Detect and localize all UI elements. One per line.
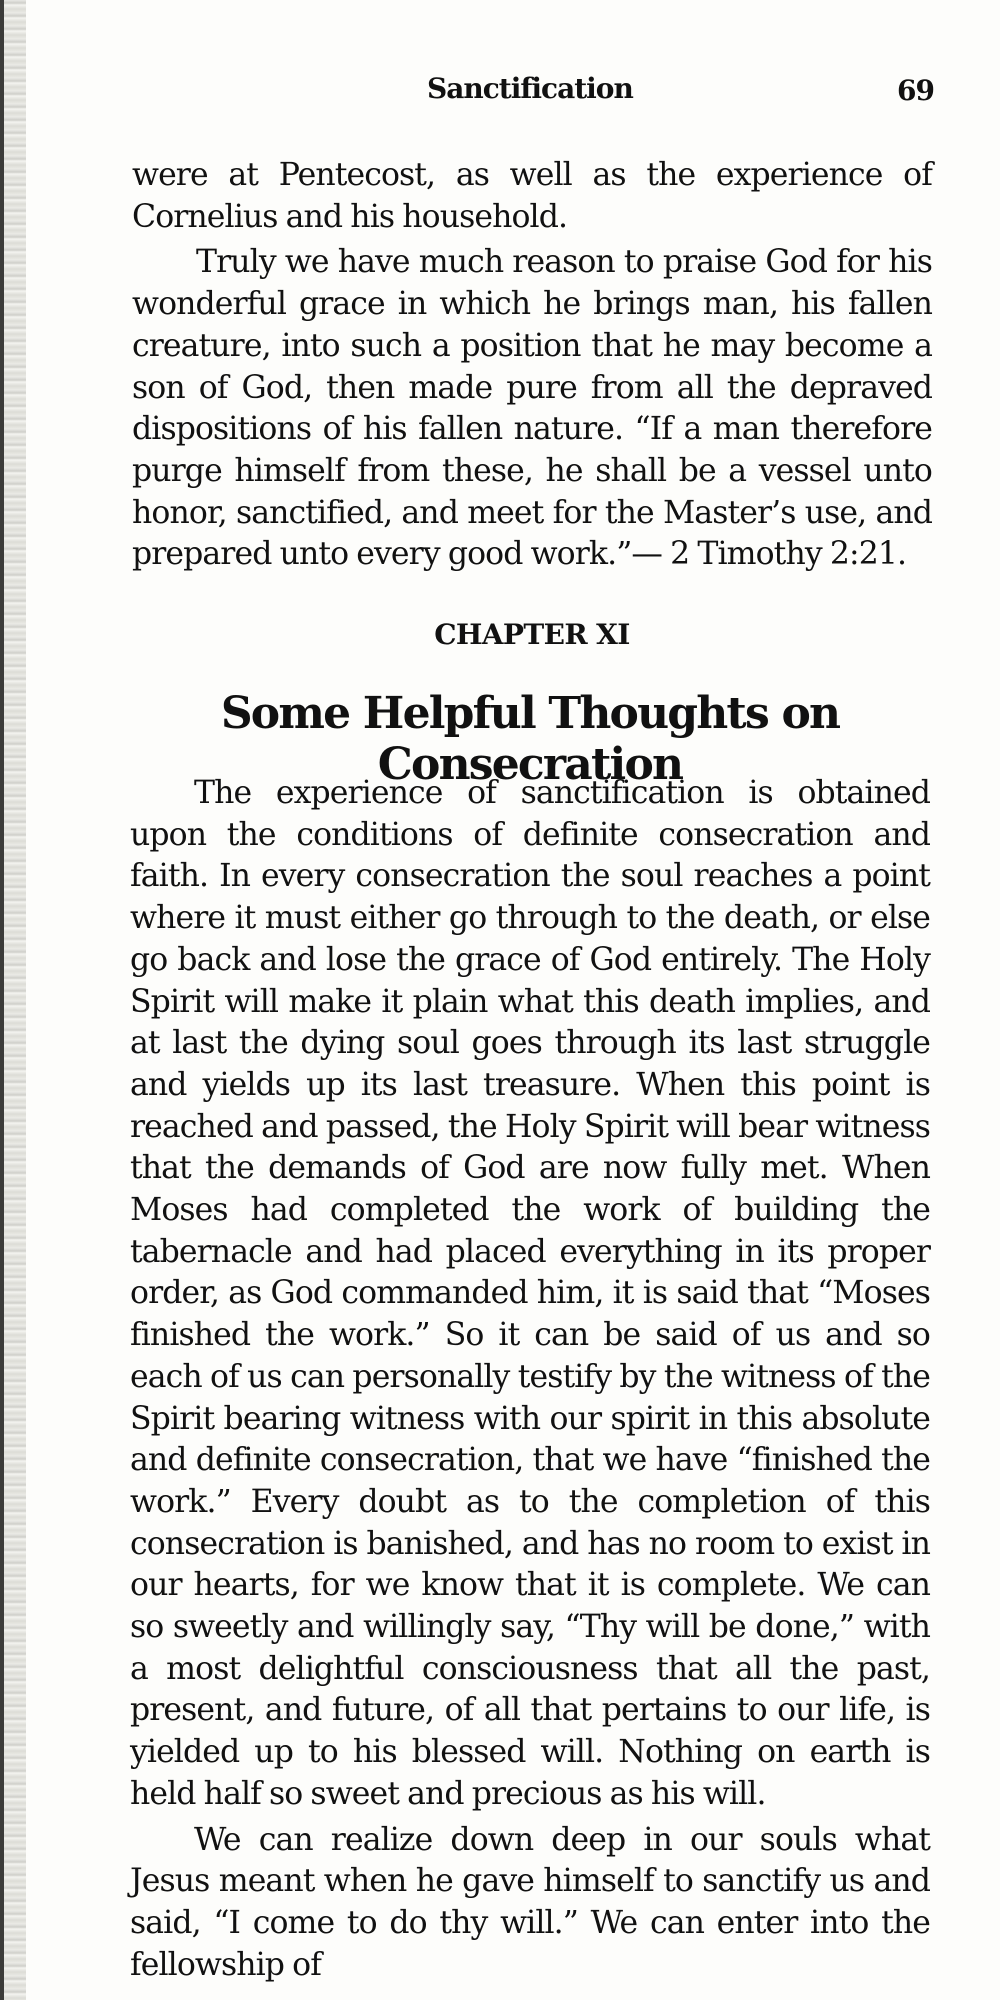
binding-gutter (0, 0, 26, 2000)
running-title: Sanctification (427, 72, 633, 105)
chapter-label: CHAPTER XI (434, 618, 630, 651)
chapter-body (130, 773, 930, 1986)
paragraph: The experience of sanctification is obtained upon the conditions of definite consecration and faith. In every consecration the soul reaches a point where it must either go through to the death, or else go back and lose the grace of God entirely. The Holy Spirit will make it plain what this death implies, and at last the dying soul goes through its last struggle and yields up its last treasure. When this point is reached and passed, the Holy Spirit will bear witness that the demands of God are now fully met. When Moses had completed the work of building the tabernacle and had placed everything in its proper order, as God commanded him, it is said that “Moses finished the work.” So it can be said of us and so each of us can personally testify by the witness of the Spirit bearing witness with our spirit in this absolute and definite consecration, that we have “finished the work.” Every doubt as to the completion of this consecration is banished, and has no room to exist in our hearts, for we know that it is complete. We can so sweetly and willingly say, “Thy will be done,” with a most delightful consciousness that all the past, present, and future, of all that pertains to our life, is yielded up to his blessed will. Nothing on earth is held half so sweet and precious as his will. (130, 775, 930, 1812)
page-number: 69 (897, 74, 934, 107)
chapter-title: Some Helpful Thoughts on Consecration (220, 688, 840, 790)
section-before-chapter (132, 155, 932, 576)
paragraph-continued: were at Pentecost, as well as the experience of Cornelius and his household. (132, 157, 932, 235)
paragraph: Truly we have much reason to praise God for his wonderful grace in which he brings man, his fallen creature, into such a position that he may become a son of God, then made pure from all the depraved dispositions of his fallen nature. “If a man therefore purge himself from these, he shall be a vessel unto honor, sanctified, and meet for the Master’s use, and prepared unto every good work.”— 2 Timothy 2:21. (132, 244, 932, 573)
paragraph: We can realize down deep in our souls what Jesus meant when he gave himself to sanctify us and said, “I come to do thy will.” We can enter into the fellowship of (130, 1821, 930, 1983)
running-header (132, 68, 932, 112)
